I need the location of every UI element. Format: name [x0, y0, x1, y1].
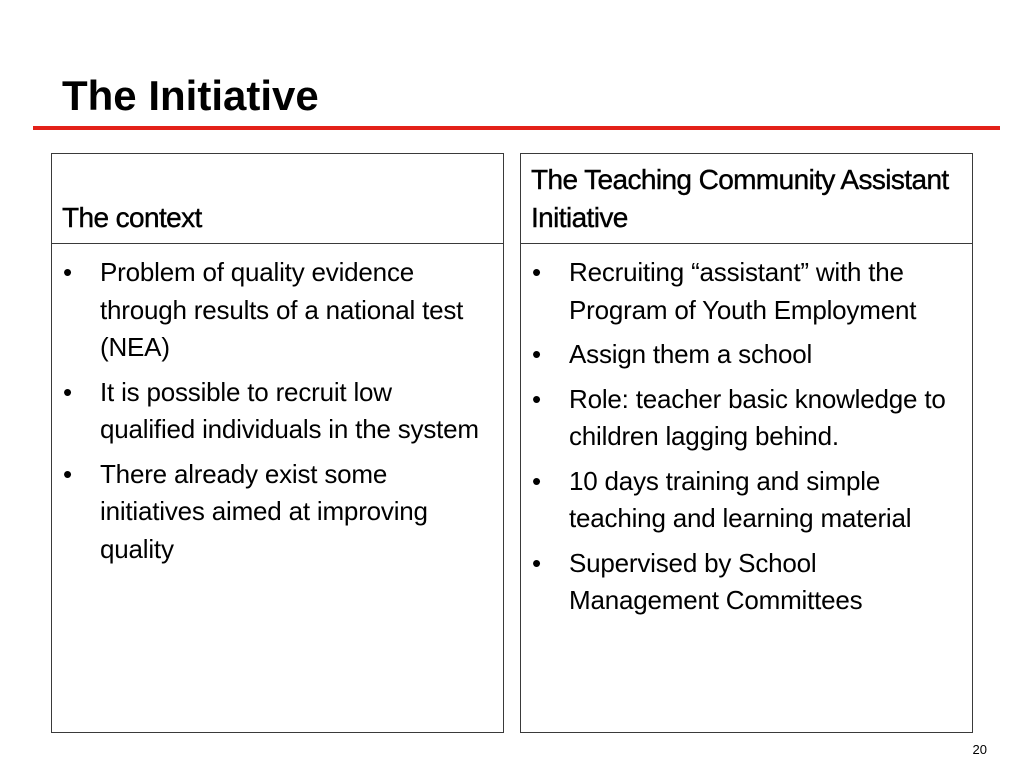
list-item	[529, 336, 960, 374]
bullet-icon: •	[63, 376, 72, 407]
initiative-panel	[520, 153, 973, 733]
list-item-text: Assign them a school	[569, 339, 813, 369]
context-panel-header	[52, 154, 503, 244]
context-bullet-list	[52, 244, 503, 568]
list-item	[529, 381, 960, 456]
context-panel-heading: The context	[62, 202, 202, 233]
list-item	[60, 374, 491, 449]
initiative-panel-header	[521, 154, 972, 244]
list-item-text: Recruiting “assistant” with the Program of Youth Employment	[569, 257, 917, 325]
list-item-text: Role: teacher basic knowledge to children lagging behind.	[569, 383, 946, 451]
list-item	[529, 254, 960, 329]
list-item-text: Supervised by School Management Committees	[569, 547, 863, 615]
title-underline	[33, 126, 1000, 130]
bullet-icon: •	[532, 257, 541, 287]
list-item-text: It is possible to recruit low qualified individuals in the system	[100, 376, 479, 444]
list-item	[60, 254, 491, 367]
bullet-icon: •	[532, 547, 541, 578]
list-item-text: 10 days training and simple teaching and learning material	[569, 465, 912, 533]
initiative-bullet-list	[521, 244, 972, 620]
page-number: 20	[972, 742, 987, 757]
bullet-icon: •	[532, 465, 541, 496]
list-item	[529, 463, 960, 538]
list-item	[529, 545, 960, 620]
slide-title: The Initiative	[62, 72, 319, 119]
list-item	[60, 456, 491, 569]
bullet-icon: •	[532, 383, 541, 414]
bullet-icon: •	[63, 458, 72, 489]
list-item-text: Problem of quality evidence through results of a national test (NEA)	[100, 257, 464, 362]
initiative-panel-heading: The Teaching Community Assistant Initiative	[531, 164, 949, 233]
bullet-icon: •	[63, 257, 72, 287]
list-item-text: There already exist some initiatives aimed at improving quality	[100, 458, 428, 564]
bullet-icon: •	[532, 339, 541, 369]
context-panel	[51, 153, 504, 733]
